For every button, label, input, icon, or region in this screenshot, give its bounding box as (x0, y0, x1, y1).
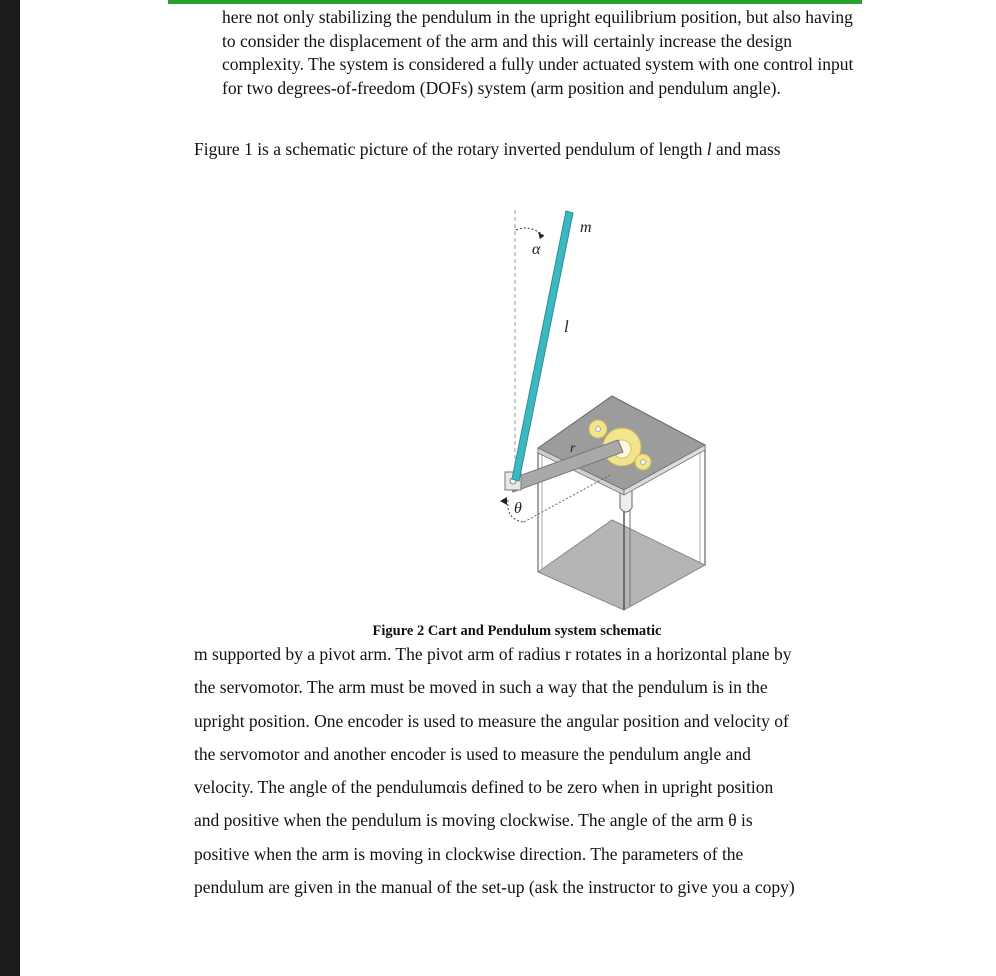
top-green-rule (168, 0, 862, 4)
paragraph-bottom-line: and positive when the pendulum is moving clockwise. The angle of the arm θ is (194, 810, 753, 831)
figure-intro-text-after: and mass (711, 139, 781, 159)
paragraph-bottom-line: positive when the arm is moving in clockwise direction. The parameters of the (194, 843, 744, 864)
left-dark-margin (0, 0, 20, 976)
paragraph-bottom-line: pendulum are given in the manual of the set-up (ask the instructor to give you a copy) (194, 877, 795, 898)
label-alpha: α (532, 241, 541, 258)
figure-caption: Figure 2 Cart and Pendulum system schematic (372, 623, 662, 639)
label-radius: r (570, 441, 576, 456)
paragraph-bottom (194, 638, 874, 904)
label-theta: θ (514, 500, 522, 517)
pendulum-schematic-svg (480, 200, 740, 620)
label-length: l (564, 317, 569, 336)
figure-intro-text-before: Figure 1 is a schematic picture of the rotary inverted pendulum of length (194, 139, 707, 159)
small-gear-top-hub (596, 427, 601, 432)
box-floor (538, 520, 705, 610)
paragraph-bottom-line: upright position. One encoder is used to measure the angular position and velocity of (194, 710, 789, 731)
theta-arrow-head (500, 497, 507, 505)
paragraph-top: here not only stabilizing the pendulum in the upright equilibrium position, but also having to consider the displacement of the arm and this will certainly increase the design complexity. The system is considered a fully under actuated system with one control input for two degrees-of-freedom (DOFs) system (arm position and pendulum angle). (222, 7, 854, 98)
paragraph-bottom-line: the servomotor and another encoder is used to measure the pendulum angle and (194, 743, 751, 764)
pendulum-schematic-figure (480, 200, 740, 620)
paragraph-bottom-line: the servomotor. The arm must be moved in such a way that the pendulum is in the (194, 677, 768, 698)
small-gear-right-hub (641, 460, 646, 465)
figure-intro-length-symbol: l (706, 139, 712, 159)
paragraph-bottom-line: m supported by a pivot arm. The pivot arm of radius r rotates in a horizontal plane by (194, 644, 792, 664)
paragraph-bottom-line: velocity. The angle of the pendulumαis defined to be zero when in upright position (194, 777, 774, 798)
label-mass: m (580, 219, 592, 236)
paragraph-figure-intro (194, 138, 894, 161)
alpha-arrow-head (538, 232, 544, 239)
